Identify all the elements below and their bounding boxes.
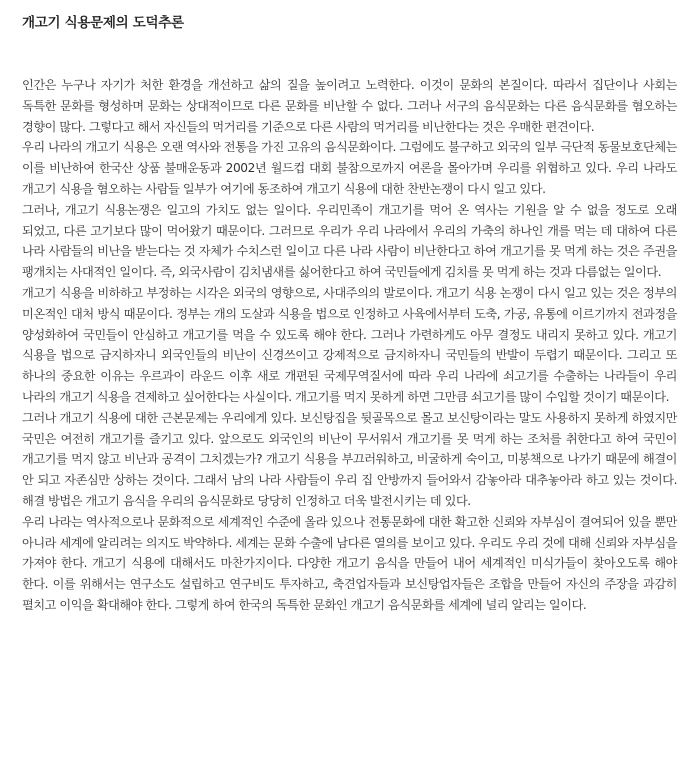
paragraph-5: 그러나 개고기 식용에 대한 근본문제는 우리에게 있다. 보신탕집을 뒷골목으로 몰고 보신탕이라는 말도 사용하지 못하게 하였지만 국민은 여전히 개고기를 즐기고 있다. 앞으로도 외국인의 비난이 무서워서 개고기를 못 먹게 하는 조처를 취한다고 하여 국민이 개고기를 먹지 않고 비난과 공격이 그치겠는가? 개고기 식용을 부끄러워하고, 비굴하게 숙이고, 미봉책으로 나가기 때문에 해결이 안 되고 자존심만 상하는 것이다. 그래서 남의 나라 사람들이 우리 집 안방까지 들어와서 감놓아라 대추놓아라 하고 있는 것이다. 해결 방법은 개고기 음식을 우리의 음식문화로 당당히 인정하고 더욱 발전시키는 데 있다. [22,410,677,508]
paragraph-1: 인간은 누구나 자기가 처한 환경을 개선하고 삶의 질을 높이려고 노력한다. 이것이 문화의 본질이다. 따라서 집단이나 사회는 독특한 문화를 형성하며 문화는 상대적이므로 다른 문화를 비난할 수 없다. 그러나 서구의 음식문화는 다른 음식문화를 혐오하는 경향이 많다. 그렇다고 해서 자신들의 먹거리를 기준으로 다른 사람의 먹거리를 비난한다는 것은 우매한 편견이다. [22,78,677,134]
document-title: 개고기 식용문제의 도덕추론 [22,15,184,31]
document-body [22,75,677,616]
paragraph-6: 우리 나라는 역사적으로나 문화적으로 세계적인 수준에 올라 있으나 전통문화에 대한 확고한 신뢰와 자부심이 결여되어 있을 뿐만 아니라 세계에 알리려는 의지도 박약하다. 세계는 문화 수출에 남다른 열의를 보이고 있다. 우리도 우리 것에 대해 신뢰와 자부심을 가져야 한다. 개고기 식용에 대해서도 마찬가지이다. 다양한 개고기 음식을 만들어 내어 세계적인 미식가들이 찾아오도록 해야 한다. 이를 위해서는 연구소도 설립하고 연구비도 투자하고, 축견업자들과 보신탕업자들은 조합을 만들어 자신의 주장을 과감히 펼치고 이익을 확대해야 한다. 그렇게 하여 한국의 독특한 문화인 개고기 음식문화를 세계에 널리 알리는 일이다. [22,514,677,612]
paragraph-3: 그러나, 개고기 식용논쟁은 일고의 가치도 없는 일이다. 우리민족이 개고기를 먹어 온 역사는 기원을 알 수 없을 정도로 오래 되었고, 다른 고기보다 많이 먹어왔기 때문이다. 그러므로 우리가 우리 나라에서 우리의 가축의 하나인 개를 먹는 데 대하여 다른 나라 사람들의 비난을 받는다는 것 자체가 수치스런 일이고 다른 나라 사람이 비난한다고 하여 개고기를 못 먹게 하는 것은 주권을 팽개치는 사대적인 일이다. 즉, 외국사람이 김치냄새를 싫어한다고 하여 국민들에게 김치를 못 먹게 하는 것과 다름없는 일이다. [22,202,677,280]
paragraph-4: 개고기 식용을 비하하고 부정하는 시각은 외국의 영향으로, 사대주의의 발로이다. 개고기 식용 논쟁이 다시 일고 있는 것은 정부의 미온적인 대처 방식 때문이다. 정부는 개의 도살과 식용을 법으로 인정하고 사육에서부터 도축, 가공, 유통에 이르기까지 전과정을 양성화하여 국민들이 안심하고 개고기를 먹을 수 있도록 해야 한다. 그러나 가련하게도 아무 결정도 내리지 못하고 있다. 개고기 식용을 법으로 금지하자니 외국인들의 비난이 신경쓰이고 강제적으로 금지하자니 국민들의 반발이 두렵기 때문이다. 그리고 또 하나의 중요한 이유는 우르과이 라운드 이후 새로 개편된 국제무역질서에 따라 우리 나라에 쇠고기를 수출하는 나라들이 우리 나라의 개고기 식용을 견제하고 싶어한다는 사실이다. 개고기를 먹지 못하게 하면 그만큼 쇠고기를 많이 수입할 것이기 때문이다. [22,285,677,404]
paragraph-2: 우리 나라의 개고기 식용은 오랜 역사와 전통을 가진 고유의 음식문화이다. 그럼에도 불구하고 외국의 일부 극단적 동물보호단체는 이를 비난하여 한국산 상품 불매운동과 2002년 월드컵 대회 불참으로까지 여론을 몰아가며 우리를 위협하고 있다. 우리 나라도 개고기 식용을 혐오하는 사람들 일부가 여기에 동조하여 개고기 식용에 대한 찬반논쟁이 다시 일고 있다. [22,140,677,196]
